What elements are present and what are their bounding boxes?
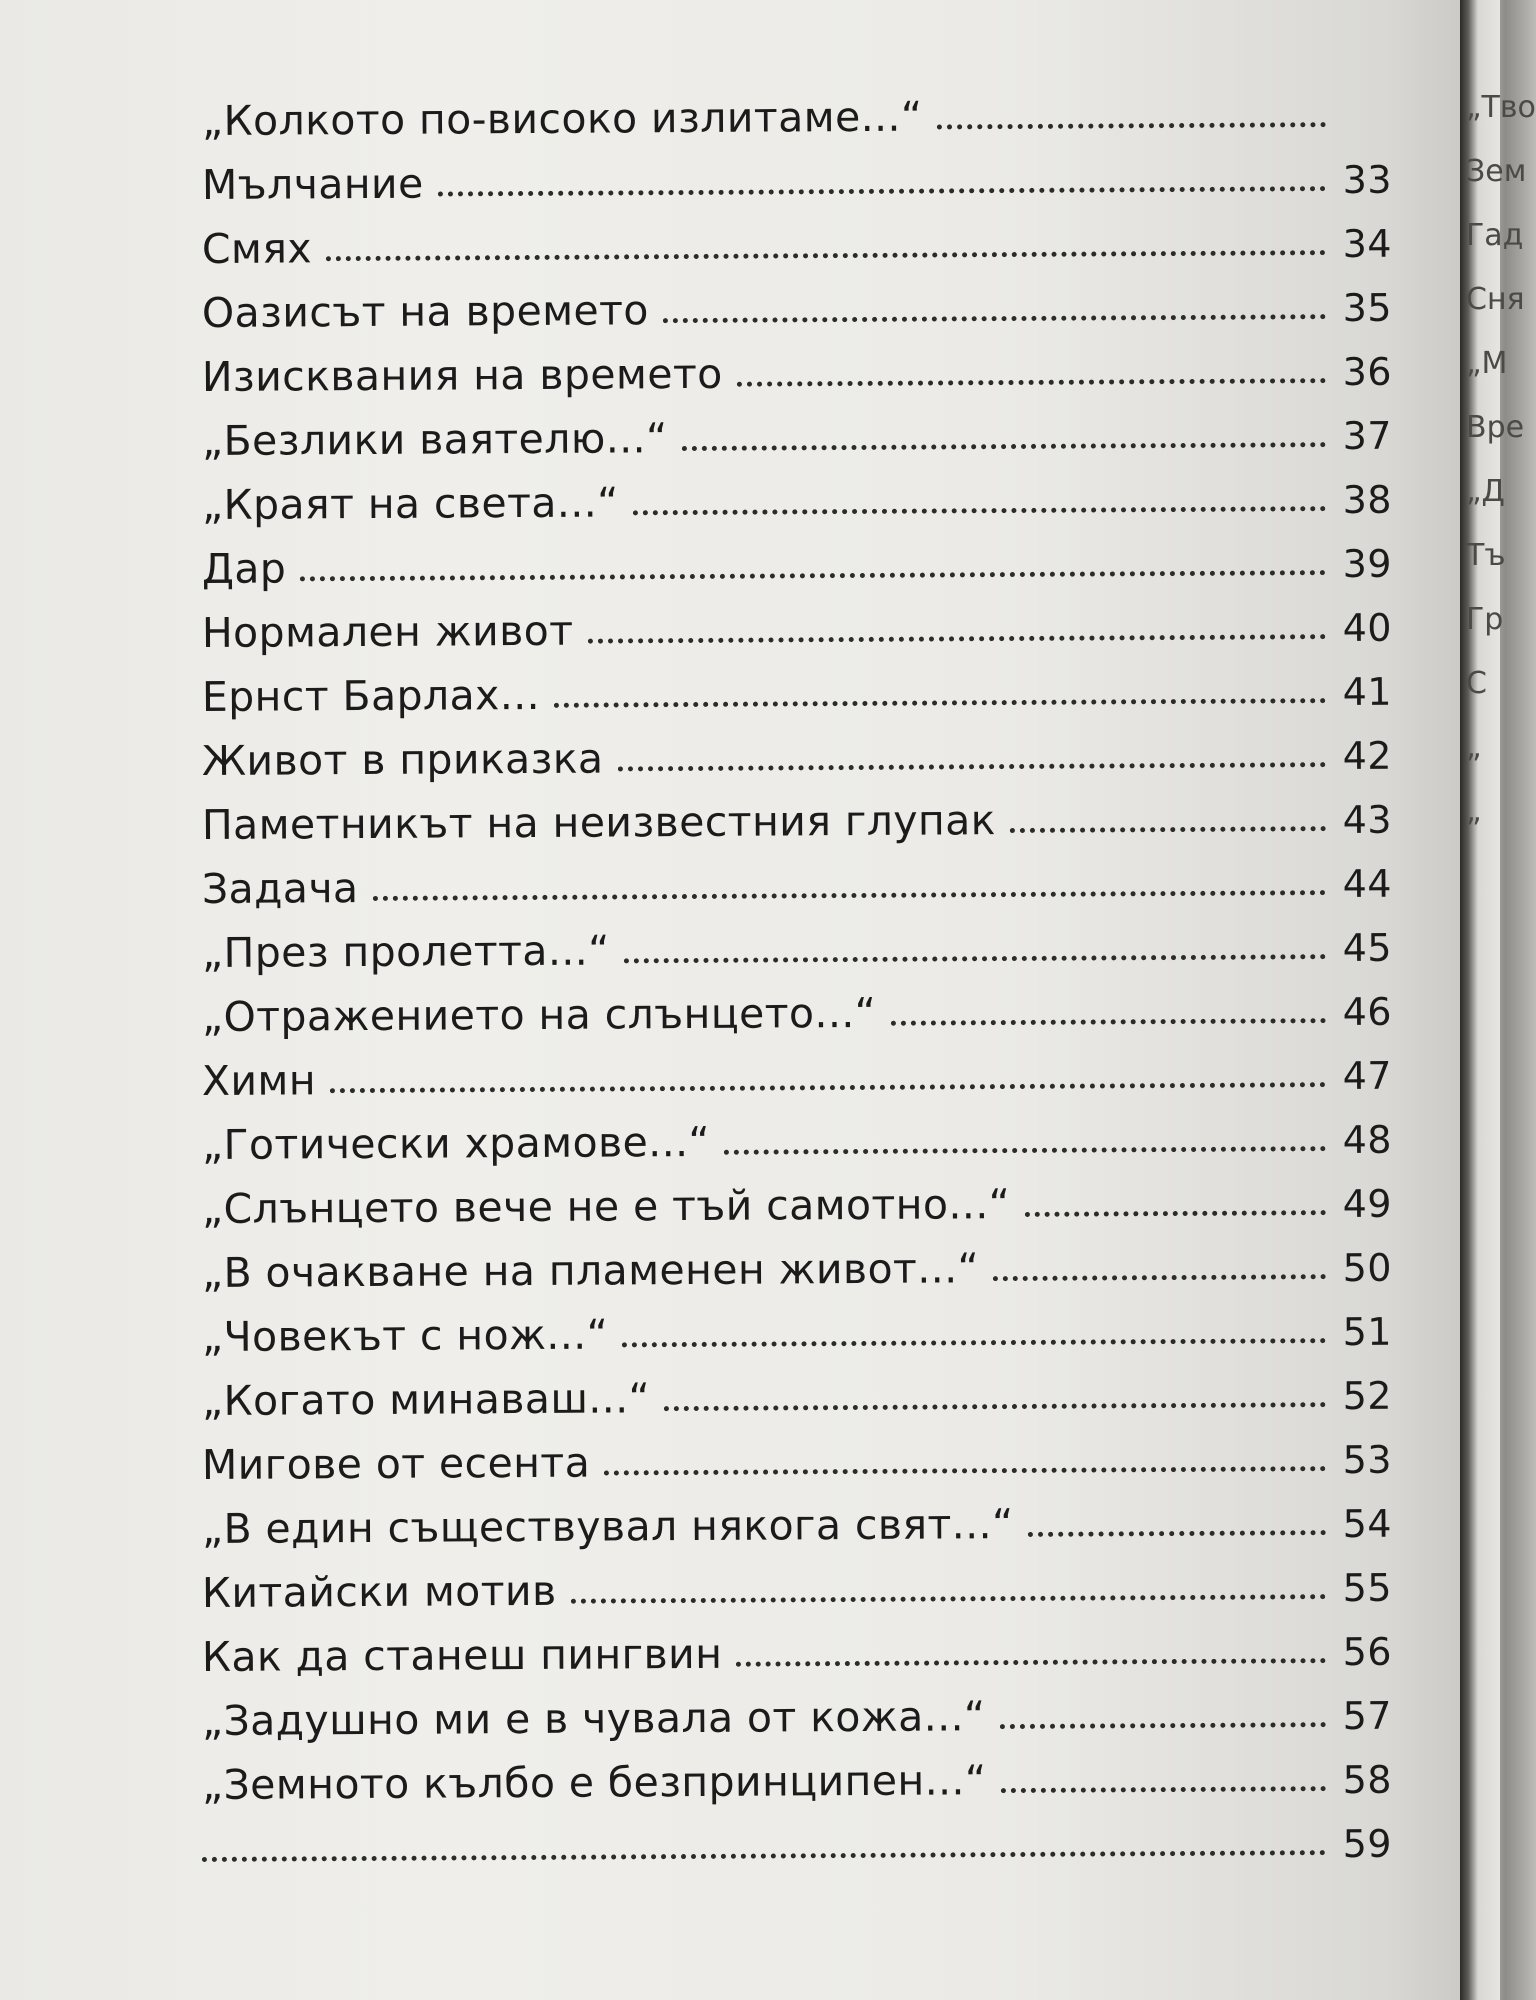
- toc-page-number: 54: [1342, 1501, 1392, 1547]
- toc-row: [202, 1799, 1392, 1870]
- toc-row: [201, 1735, 1392, 1809]
- toc-entry-title: „Краят на света...“: [201, 478, 619, 529]
- dot-leader: [1024, 1210, 1326, 1217]
- toc-page-number: 43: [1342, 797, 1392, 843]
- dot-leader: [1028, 1530, 1326, 1537]
- toc-row: [201, 391, 1392, 465]
- toc-entry-title: Мигове от есента: [201, 1438, 591, 1489]
- toc-page-number: 41: [1342, 669, 1392, 715]
- toc-row: [201, 1607, 1392, 1681]
- dot-leader: [682, 442, 1326, 451]
- toc-row: [201, 1671, 1392, 1745]
- toc-row: [201, 327, 1392, 401]
- facing-page-fragment: „Д: [1466, 474, 1505, 509]
- toc-entry-title: „Готически храмове...“: [201, 1117, 711, 1169]
- toc-page-number: 44: [1342, 861, 1392, 907]
- toc-row: [201, 711, 1392, 785]
- toc-entry-title: „Колкото по-високо излитаме...“: [201, 92, 923, 145]
- toc-entry-title: „Когато минаваш...“: [201, 1374, 651, 1425]
- toc-entry-title: Оазисът на времето: [201, 286, 649, 337]
- toc-row: [201, 71, 1392, 145]
- toc-row: [201, 1351, 1392, 1425]
- facing-page-fragment: Зем: [1466, 154, 1527, 189]
- toc-row: [201, 967, 1392, 1041]
- toc-page-number: 55: [1342, 1565, 1392, 1611]
- toc-entry-title: „Слънцето вече не е тъй самотно...“: [201, 1180, 1011, 1233]
- toc-page-number: 39: [1342, 541, 1392, 587]
- toc-row: [201, 903, 1392, 977]
- toc-row: [201, 135, 1392, 209]
- toc-entry-title: Китайски мотив: [201, 1566, 557, 1617]
- facing-page-fragment: Тъ: [1466, 538, 1506, 573]
- toc-entry-title: Задача: [201, 864, 359, 913]
- toc-entry-title: „Човекът с нож...“: [201, 1310, 609, 1361]
- dot-leader: [554, 698, 1326, 708]
- toc-page-number: 40: [1342, 605, 1392, 651]
- toc-entry-title: Живот в приказка: [201, 734, 604, 785]
- dot-leader: [663, 314, 1326, 323]
- facing-page-fragment: „М: [1466, 346, 1508, 381]
- dot-leader: [438, 186, 1326, 196]
- toc-page-number: 46: [1342, 989, 1392, 1035]
- toc-row: [201, 1159, 1392, 1233]
- toc-page-number: 42: [1342, 733, 1392, 779]
- dot-leader: [1000, 1722, 1326, 1729]
- toc-row: [201, 647, 1392, 721]
- toc-page-number: 56: [1342, 1629, 1392, 1675]
- toc-row: [201, 839, 1392, 913]
- toc-row: [201, 1287, 1392, 1361]
- toc-page-number: 38: [1342, 477, 1392, 523]
- toc-page-number: 57: [1342, 1693, 1392, 1739]
- toc-page-number: 45: [1342, 925, 1392, 971]
- facing-page-text: [1466, 90, 1536, 858]
- toc-entry-title: „В очакване на пламенен живот...“: [201, 1244, 980, 1297]
- dot-leader: [300, 570, 1326, 581]
- facing-page-fragment: Сня: [1466, 282, 1525, 317]
- dot-leader: [604, 1466, 1326, 1475]
- toc-row: [201, 1543, 1392, 1617]
- toc-entry-title: „Земното кълбо е безпринципен...“: [201, 1756, 987, 1809]
- toc-entry-title: Смях: [201, 224, 313, 273]
- toc-page-number: 34: [1342, 221, 1392, 267]
- dot-leader: [622, 1338, 1326, 1347]
- dot-leader: [937, 122, 1326, 129]
- dot-leader: [326, 250, 1326, 261]
- toc-page-number: 37: [1342, 413, 1392, 459]
- dot-leader: [993, 1274, 1326, 1281]
- facing-page-fragment: „: [1466, 730, 1482, 765]
- toc-row: [201, 263, 1392, 337]
- toc-page-number: 33: [1342, 157, 1392, 203]
- toc-page-number: 47: [1342, 1053, 1392, 1099]
- toc-entry-title: „В един съществувал някога свят...“: [201, 1500, 1014, 1553]
- facing-page-fragment: Вре: [1466, 410, 1525, 445]
- facing-page-fragment: С: [1466, 666, 1487, 701]
- dot-leader: [330, 1082, 1326, 1093]
- dot-leader: [571, 1594, 1326, 1604]
- dot-leader: [890, 1018, 1326, 1026]
- toc-page-number: 49: [1342, 1181, 1392, 1227]
- facing-page-fragment: „Тво: [1466, 90, 1536, 125]
- toc-entry-title: Дар: [201, 544, 287, 593]
- toc-entry-title: Изисквания на времето: [201, 349, 723, 401]
- dot-leader: [633, 506, 1326, 515]
- toc-page-number: 59: [1342, 1821, 1392, 1867]
- toc-entry-title: Нормален живот: [201, 606, 574, 657]
- table-of-contents: [202, 78, 1392, 1870]
- facing-page-fragment: „: [1466, 794, 1482, 829]
- toc-row: [201, 199, 1392, 273]
- dot-leader: [587, 634, 1325, 644]
- toc-page-number: 51: [1342, 1309, 1392, 1355]
- dot-leader: [724, 1146, 1326, 1155]
- toc-page-number: 53: [1342, 1437, 1392, 1483]
- toc-page-number: 50: [1342, 1245, 1392, 1291]
- toc-entry-title: „През пролетта...“: [201, 926, 610, 977]
- toc-entry-title: Ернст Барлах...: [201, 670, 541, 721]
- facing-page-fragment: Гр: [1466, 602, 1504, 637]
- toc-page-number: 48: [1342, 1117, 1392, 1163]
- toc-row: [201, 1479, 1392, 1553]
- toc-row: [201, 1031, 1392, 1105]
- dot-leader: [202, 1850, 1326, 1862]
- toc-page-number: 35: [1342, 285, 1392, 331]
- toc-row: [201, 455, 1392, 529]
- toc-entry-title: „Безлики ваятелю...“: [201, 414, 668, 465]
- dot-leader: [1001, 1786, 1326, 1793]
- toc-entry-title: Химн: [201, 1056, 317, 1105]
- toc-row: [201, 1223, 1392, 1297]
- toc-row: [201, 775, 1392, 849]
- dot-leader: [737, 378, 1326, 387]
- dot-leader: [618, 762, 1326, 771]
- toc-entry-title: Мълчание: [201, 159, 424, 209]
- toc-page-number: 52: [1342, 1373, 1392, 1419]
- toc-row: [201, 583, 1392, 657]
- toc-row: [201, 1095, 1392, 1169]
- toc-entry-title: „Отражението на слънцето...“: [201, 988, 877, 1041]
- toc-entry-title: „Задушно ми е в чувала от кожа...“: [201, 1692, 986, 1745]
- dot-leader: [736, 1658, 1326, 1667]
- toc-entry-title: Паметникът на неизвестния глупак: [201, 796, 997, 849]
- toc-row: [201, 519, 1392, 593]
- facing-page-fragment: Гад: [1466, 218, 1524, 253]
- toc-page-number: 36: [1342, 349, 1392, 395]
- toc-page-number: 58: [1342, 1757, 1392, 1803]
- toc-entry-title: Как да станеш пингвин: [201, 1629, 723, 1681]
- dot-leader: [624, 954, 1326, 963]
- dot-leader: [1010, 826, 1326, 833]
- toc-row: [201, 1415, 1392, 1489]
- dot-leader: [664, 1402, 1326, 1411]
- dot-leader: [373, 890, 1326, 901]
